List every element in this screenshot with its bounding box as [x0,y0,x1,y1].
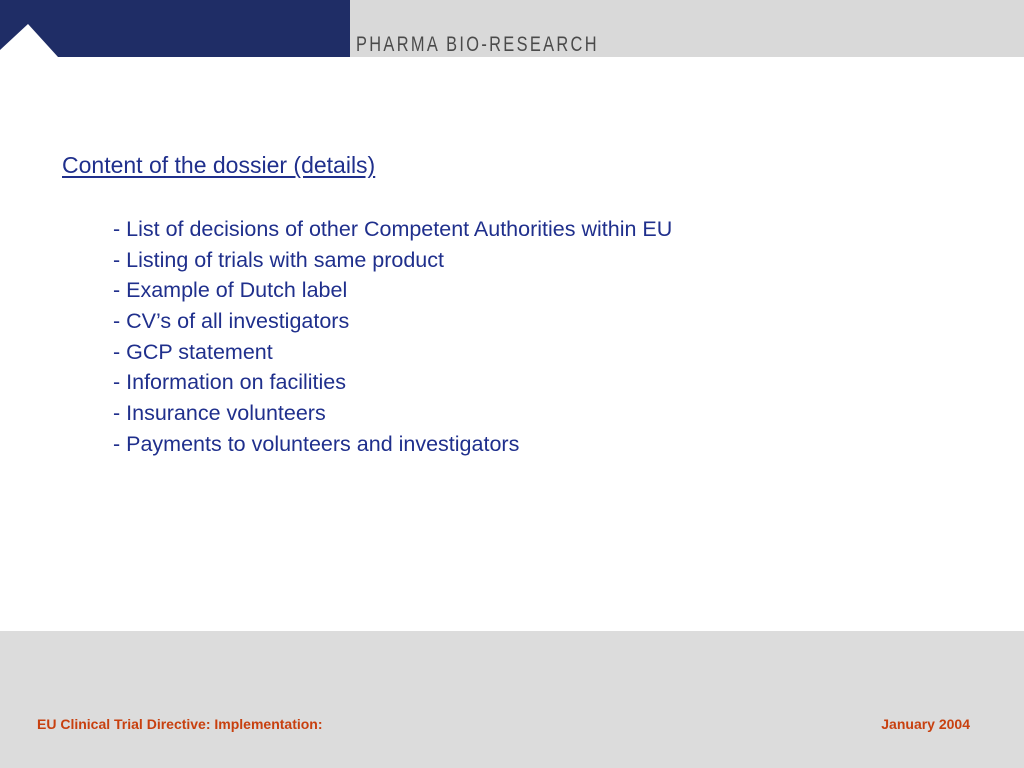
footer-title: EU Clinical Trial Directive: Implementation: [37,716,323,732]
header-navy-block [0,0,350,57]
list-item: - List of decisions of other Competent Authorities within EU [113,217,673,241]
list-item: - Example of Dutch label [113,278,348,303]
company-logo: PHARMA BIO-RESEARCH [356,33,599,56]
list-item: - Information on facilities [113,370,347,395]
dossier-items-list [113,214,672,460]
slide-heading: Content of the dossier (details) [62,152,376,178]
list-item: - Insurance volunteers [113,401,326,426]
list-item: - GCP statement [113,339,273,364]
mountain-peak-icon [0,0,70,57]
list-item: - CV’s of all investigators [113,309,350,334]
footer-date: January 2004 [881,716,970,732]
list-item: - Payments to volunteers and investigators [113,431,520,456]
footer-band [0,631,1024,768]
list-item: - Listing of trials with same product [113,247,444,272]
